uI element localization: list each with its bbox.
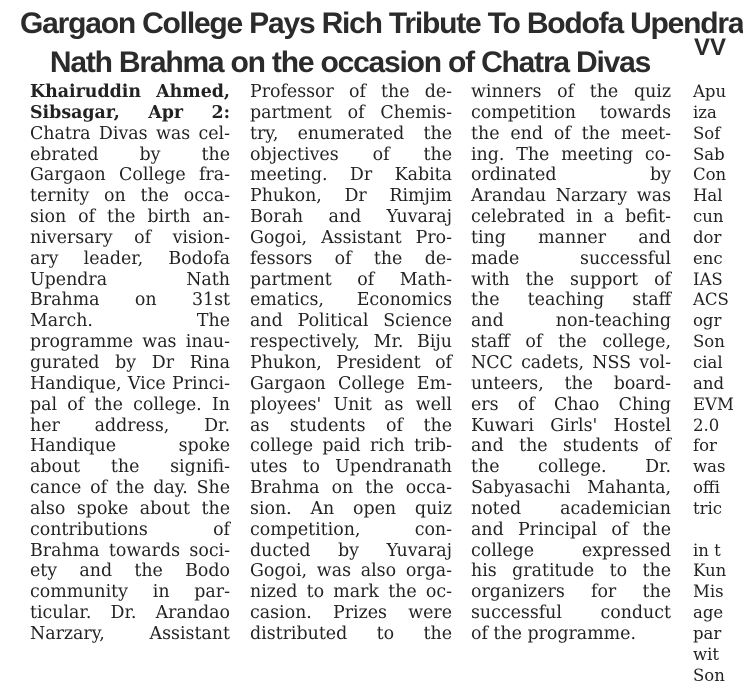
article-text-line: Professor of the de- (250, 82, 452, 102)
article-text-line: pal of the college. In (30, 394, 230, 415)
article-text-line: ducted by Yuvaraj (250, 540, 452, 561)
adjacent-article-text-line: cun (693, 207, 724, 227)
article-text-line: ematics, Economics (250, 290, 452, 311)
article-text-line: winners of the quiz (471, 82, 671, 102)
article-text-line: and Principal of the (471, 519, 671, 540)
headline-line-2: Nath Brahma on the occasion of Chatra Divas (49, 46, 651, 79)
article-text-line: gurated by Dr Rina (30, 352, 230, 373)
article-text-line: his gratitude to the (471, 561, 671, 582)
article-text-line: Chatra Divas was cel- (30, 123, 230, 144)
article-text-line: ary leader, Bodofa (30, 248, 230, 269)
adjacent-article-text-line: Con (693, 165, 727, 185)
article-text-line: Gogoi, Assistant Pro- (250, 227, 452, 248)
article-text-line: nized to mark the oc- (250, 582, 452, 603)
article-text-line: successful conduct (471, 603, 671, 624)
article-text-line: unteers, the board- (471, 373, 671, 394)
article-text-line: Khairuddin Ahmed, (30, 82, 230, 102)
article-text-line: staff of the college, (471, 332, 671, 353)
article-text-line: try, enumerated the (250, 123, 452, 144)
adjacent-article-text-line: ACS (693, 290, 729, 310)
adjacent-article-text-line: Hal (693, 186, 723, 206)
article-text-line: ers of Chao Ching (471, 394, 671, 415)
article-text-line: respectively, Mr. Biju (250, 332, 452, 353)
article-text-line: Phukon, President of (250, 352, 452, 373)
article-text-line: ety and the Bodo (30, 561, 230, 582)
article-text-line: as students of the (250, 415, 452, 436)
article-text-line: casion. Prizes were (250, 603, 452, 624)
article-text-line: Brahma on the occa- (250, 478, 452, 499)
article-text-line: cance of the day. She (30, 478, 230, 499)
article-text-line: ting manner and (471, 227, 671, 248)
article-text-line: Sabyasachi Mahanta, (471, 478, 671, 499)
article-text-line: sion. An open quiz (250, 498, 452, 519)
article-text-line: ordinated by (471, 165, 671, 186)
adjacent-article-text-line: Mis (693, 582, 724, 602)
article-text-line: sion of the birth an- (30, 207, 230, 228)
adjacent-article-text-line: Son (693, 332, 725, 352)
article-text-line: Kuwari Girls' Hostel (471, 415, 671, 436)
article-text-line: the end of the meet- (471, 123, 671, 144)
article-text-line: the teaching staff (471, 290, 671, 311)
adjacent-article-text-line: was (693, 457, 726, 477)
article-text-line: NCC cadets, NSS vol- (471, 352, 671, 373)
article-text-line: programme was inau- (30, 332, 230, 353)
article-text-line: also spoke about the (30, 498, 230, 519)
article-text-line: ebrated by the (30, 144, 230, 165)
adjacent-article-text-line: enc (693, 248, 723, 268)
article-text-line: about the signifi- (30, 457, 230, 478)
article-text-line: of the programme. (471, 623, 636, 644)
article-text-line: niversary of vision- (30, 227, 230, 248)
article-text-line: distributed to the (250, 623, 452, 644)
article-text-line: ticular. Dr. Arandao (30, 603, 230, 624)
adjacent-article-text-line (693, 520, 733, 541)
article-text-line: made successful (471, 248, 671, 269)
article-text-line: Arandau Narzary was (471, 186, 671, 207)
article-text-line: objectives of the (250, 144, 452, 165)
adjacent-article-text-line: tric (693, 498, 723, 518)
article-text-line: partment of Math- (250, 269, 452, 290)
adjacent-article-text-line: iza (693, 102, 717, 122)
article-text-line: and the students of (471, 436, 671, 457)
adjacent-article-text-line: par (693, 623, 722, 643)
adjacent-article-text-line: offi (693, 478, 720, 498)
article-text-line: and Political Science (250, 311, 452, 332)
headline-line-1: Gargaon College Pays Rich Tribute To Bodofa Upendra (20, 7, 743, 40)
article-text-line: Sibsagar, Apr 2: (30, 102, 230, 123)
article-text-line: competition, con- (250, 519, 452, 540)
article-column-3 (471, 82, 671, 645)
article-text-line: noted academician (471, 498, 671, 519)
adjacent-article-text-line: and (693, 373, 725, 393)
adjacent-article-text-line: dor (693, 227, 722, 247)
article-text-line: college paid rich trib- (250, 436, 452, 457)
article-text-line: Brahma towards soci- (30, 540, 230, 561)
article-text-line: Handique, Vice Princi- (30, 373, 230, 394)
article-column-1 (30, 82, 230, 645)
adjacent-article-text-line: Apu (693, 82, 727, 101)
article-text-line: utes to Upendranath (250, 457, 452, 478)
adjacent-article-text-line: wit (693, 644, 720, 664)
adjacent-article-headline: VV (694, 34, 727, 61)
article-text-line: Gogoi, was also orga- (250, 561, 452, 582)
adjacent-article-text-line: cial (693, 352, 723, 372)
article-text-line: Handique spoke (30, 436, 230, 457)
adjacent-article-text-line: Sab (693, 144, 725, 164)
article-text-line: celebrated in a befit- (471, 207, 671, 228)
article-text-line: Gargaon College Em- (250, 373, 452, 394)
article-text-line: Phukon, Dr Rimjim (250, 186, 452, 207)
article-text-line: with the support of (471, 269, 671, 290)
adjacent-article-text-line: for (693, 436, 717, 456)
article-text-line: ployees' Unit as well (250, 394, 452, 415)
article-text-line: and non-teaching (471, 311, 671, 332)
adjacent-article-text-line: in t (693, 540, 721, 560)
article-text-line: Borah and Yuvaraj (250, 207, 452, 228)
article-text-line: ing. The meeting co- (471, 144, 671, 165)
adjacent-article-text-line: IAS (693, 269, 723, 289)
article-text-line: ternity on the occa- (30, 186, 230, 207)
article-text-line: Brahma on 31st (30, 290, 230, 311)
article-text-line: contributions of (30, 519, 230, 540)
article-text-line: Gargaon College fra- (30, 165, 230, 186)
article-text-line: college expressed (471, 540, 671, 561)
article-text-line: community in par- (30, 582, 230, 603)
adjacent-article-text-line: Kun (693, 561, 727, 581)
adjacent-article-text-line: Son (693, 665, 725, 685)
article-text-line: competition towards (471, 102, 671, 123)
article-text-line: fessors of the de- (250, 248, 452, 269)
adjacent-article-text-line: 2.0 (693, 415, 720, 435)
adjacent-article-text-line: Sof (693, 123, 721, 143)
adjacent-article-text-line: age (693, 603, 724, 623)
article-column-2 (250, 82, 452, 645)
article-text-line: Narzary, Assistant (30, 623, 230, 644)
adjacent-article-column (693, 82, 733, 686)
article-text-line: organizers for the (471, 582, 671, 603)
article-text-line: March. The (30, 311, 230, 332)
article-text-line: her address, Dr. (30, 415, 230, 436)
article-text-line: partment of Chemis- (250, 102, 452, 123)
article-text-line: Upendra Nath (30, 269, 230, 290)
article-text-line: the college. Dr. (471, 457, 671, 478)
adjacent-article-text-line: ogr (693, 311, 722, 331)
article-text-line: meeting. Dr Kabita (250, 165, 452, 186)
adjacent-article-text-line: EVM (693, 394, 734, 414)
